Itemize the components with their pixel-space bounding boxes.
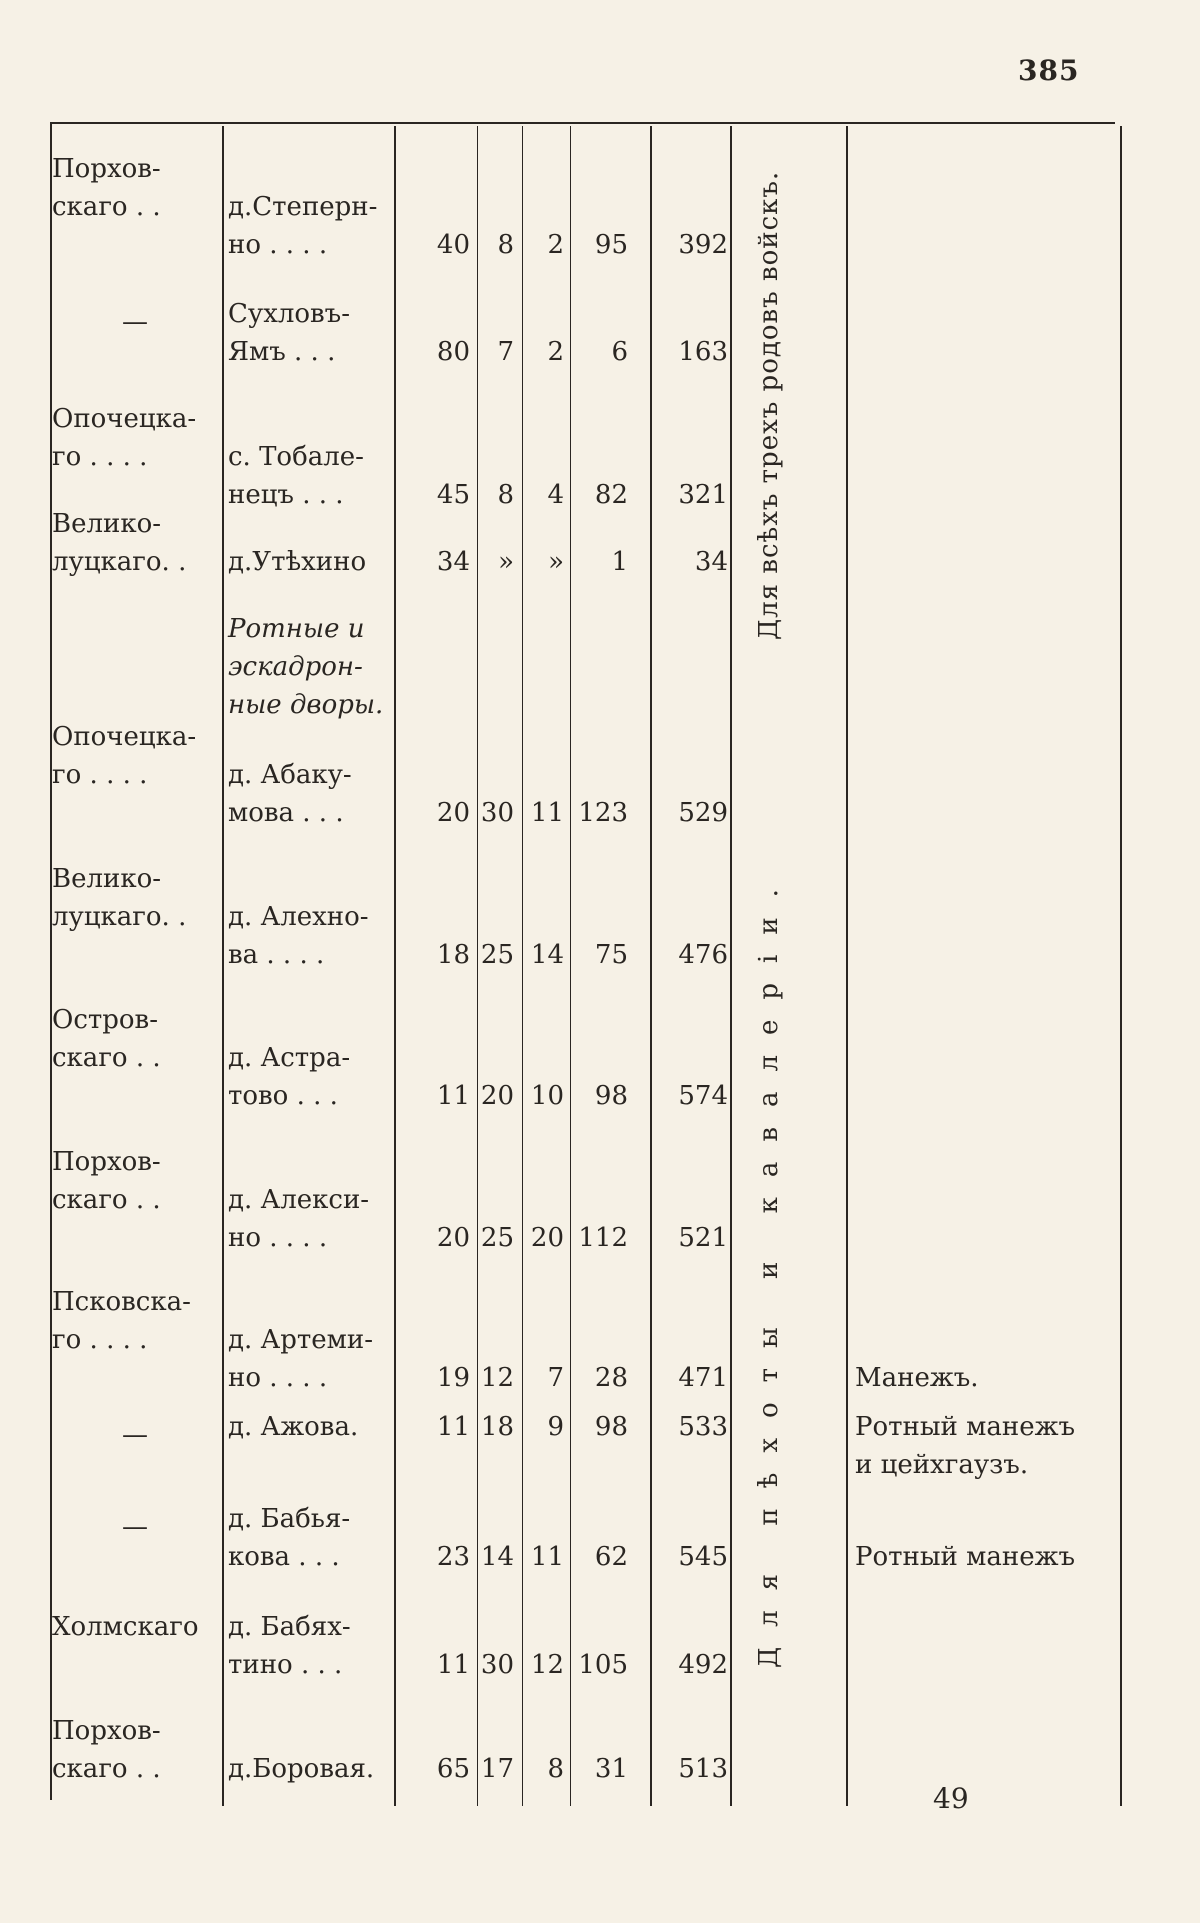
place-cell: ва . . . . [228, 940, 325, 970]
count-cell: 65 [436, 1754, 470, 1784]
district-cell: го . . . . [52, 442, 148, 472]
count-cell: 513 [678, 1754, 728, 1784]
signature-mark: 49 [933, 1782, 969, 1815]
place-cell: Ямъ . . . [228, 337, 336, 367]
count-cell: 521 [678, 1223, 728, 1253]
column-rule [394, 126, 396, 1806]
note-cell: Ротный манежъ [855, 1412, 1076, 1442]
place-cell: но . . . . [228, 230, 328, 260]
count-cell: 2 [547, 230, 564, 260]
count-cell: 23 [436, 1542, 470, 1572]
count-cell: 98 [594, 1412, 628, 1442]
count-cell: 10 [530, 1081, 564, 1111]
district-cell: Холмскаго [52, 1612, 199, 1642]
count-cell: 163 [678, 337, 728, 367]
count-cell: 95 [594, 230, 628, 260]
district-cell: Порхов- [52, 1147, 161, 1177]
count-cell: 533 [678, 1412, 728, 1442]
count-cell: 40 [436, 230, 470, 260]
district-cell: Порхов- [52, 154, 161, 184]
place-cell: Сухловъ- [228, 299, 350, 329]
district-cell: — [122, 307, 148, 337]
place-cell: с. Тобале- [228, 442, 364, 472]
place-cell: но . . . . [228, 1223, 328, 1253]
top-rule [50, 122, 1115, 124]
count-cell: 45 [436, 480, 470, 510]
place-cell: д. Астра- [228, 1043, 351, 1073]
count-cell: 25 [480, 940, 514, 970]
district-cell: — [122, 1420, 148, 1450]
count-cell: 11 [530, 1542, 564, 1572]
count-cell: 8 [497, 480, 514, 510]
count-cell: 25 [480, 1223, 514, 1253]
count-cell: 11 [436, 1081, 470, 1111]
count-cell: 12 [530, 1650, 564, 1680]
section-heading [228, 610, 398, 724]
district-cell: скаго . . [52, 1043, 161, 1073]
note-cell: Ротный манежъ [855, 1542, 1076, 1572]
count-cell: 20 [436, 1223, 470, 1253]
count-cell: 12 [480, 1363, 514, 1393]
count-cell: 529 [678, 798, 728, 828]
count-cell: 18 [436, 940, 470, 970]
district-cell: — [122, 1512, 148, 1542]
count-cell: 14 [480, 1542, 514, 1572]
section-heading-text: Ротные и эскадрон-ные дворы. [228, 614, 384, 720]
count-cell: 19 [436, 1363, 470, 1393]
count-cell: 8 [547, 1754, 564, 1784]
count-cell: 492 [678, 1650, 728, 1680]
district-cell: Остров- [52, 1005, 158, 1035]
column-rule [222, 126, 224, 1806]
count-cell: 34 [694, 547, 728, 577]
count-cell: 8 [497, 230, 514, 260]
district-cell: го . . . . [52, 760, 148, 790]
count-cell: 112 [578, 1223, 628, 1253]
district-cell: скаго . . [52, 1185, 161, 1215]
district-cell: Велико- [52, 509, 162, 539]
count-cell: 17 [480, 1754, 514, 1784]
count-cell: » [498, 547, 514, 577]
count-cell: 62 [594, 1542, 628, 1572]
place-cell: д. Бабья- [228, 1504, 351, 1534]
place-cell: мова . . . [228, 798, 344, 828]
page-number: 385 [1018, 54, 1080, 87]
place-cell: д.Утѣхино [228, 547, 367, 577]
place-cell: д. Ажова. [228, 1412, 359, 1442]
column-rule [730, 126, 732, 1806]
count-cell: 123 [578, 798, 628, 828]
count-cell: 7 [547, 1363, 564, 1393]
place-cell: тино . . . [228, 1650, 343, 1680]
district-cell: Опочецка- [52, 404, 197, 434]
count-cell: 6 [611, 337, 628, 367]
count-cell: 30 [480, 798, 514, 828]
count-cell: 31 [594, 1754, 628, 1784]
count-cell: 9 [547, 1412, 564, 1442]
column-rule [1120, 126, 1122, 1806]
count-cell: 392 [678, 230, 728, 260]
count-cell: 11 [530, 798, 564, 828]
count-cell: 18 [480, 1412, 514, 1442]
district-cell: скаго . . [52, 1754, 161, 1784]
place-cell: д. Бабях- [228, 1612, 351, 1642]
count-cell: 82 [594, 480, 628, 510]
count-cell: 28 [594, 1363, 628, 1393]
count-cell: 98 [594, 1081, 628, 1111]
column-rule [50, 122, 52, 1800]
count-cell: 7 [497, 337, 514, 367]
count-cell: 11 [436, 1412, 470, 1442]
place-cell: д.Боровая. [228, 1754, 375, 1784]
count-cell: 14 [530, 940, 564, 970]
district-cell: го . . . . [52, 1325, 148, 1355]
column-rule [846, 126, 848, 1806]
note-cell: и цейхгаузъ. [855, 1450, 1029, 1480]
count-cell: 321 [678, 480, 728, 510]
count-cell: 30 [480, 1650, 514, 1680]
count-cell: 11 [436, 1650, 470, 1680]
place-cell: д.Степерн- [228, 192, 378, 222]
count-cell: 1 [611, 547, 628, 577]
count-cell: 4 [547, 480, 564, 510]
count-cell: 545 [678, 1542, 728, 1572]
count-cell: 105 [578, 1650, 628, 1680]
district-cell: Порхов- [52, 1716, 161, 1746]
place-cell: д. Алекси- [228, 1185, 370, 1215]
place-cell: д. Абаку- [228, 760, 352, 790]
count-cell: 34 [436, 547, 470, 577]
district-cell: луцкаго. . [52, 547, 187, 577]
count-cell: 75 [594, 940, 628, 970]
count-cell: 574 [678, 1081, 728, 1111]
district-cell: скаго . . [52, 192, 161, 222]
district-cell: Опочецка- [52, 722, 197, 752]
count-cell: 20 [480, 1081, 514, 1111]
vertical-label-text: Для всѣхъ трехъ родовъ войскъ. [754, 170, 784, 640]
place-cell: д. Артеми- [228, 1325, 373, 1355]
district-cell: луцкаго. . [52, 902, 187, 932]
place-cell: кова . . . [228, 1542, 340, 1572]
count-cell: 476 [678, 940, 728, 970]
count-cell: 20 [436, 798, 470, 828]
count-cell: » [548, 547, 564, 577]
place-cell: д. Алехно- [228, 902, 369, 932]
vertical-label-text: Для пѣхоты и кавалеріи. [754, 869, 784, 1668]
count-cell: 471 [678, 1363, 728, 1393]
district-cell: Псковска- [52, 1287, 191, 1317]
count-cell: 2 [547, 337, 564, 367]
count-cell: 20 [530, 1223, 564, 1253]
place-cell: нецъ . . . [228, 480, 344, 510]
count-cell: 80 [436, 337, 470, 367]
place-cell: но . . . . [228, 1363, 328, 1393]
district-cell: Велико- [52, 864, 162, 894]
place-cell: тово . . . [228, 1081, 338, 1111]
note-cell: Манежъ. [855, 1363, 979, 1393]
